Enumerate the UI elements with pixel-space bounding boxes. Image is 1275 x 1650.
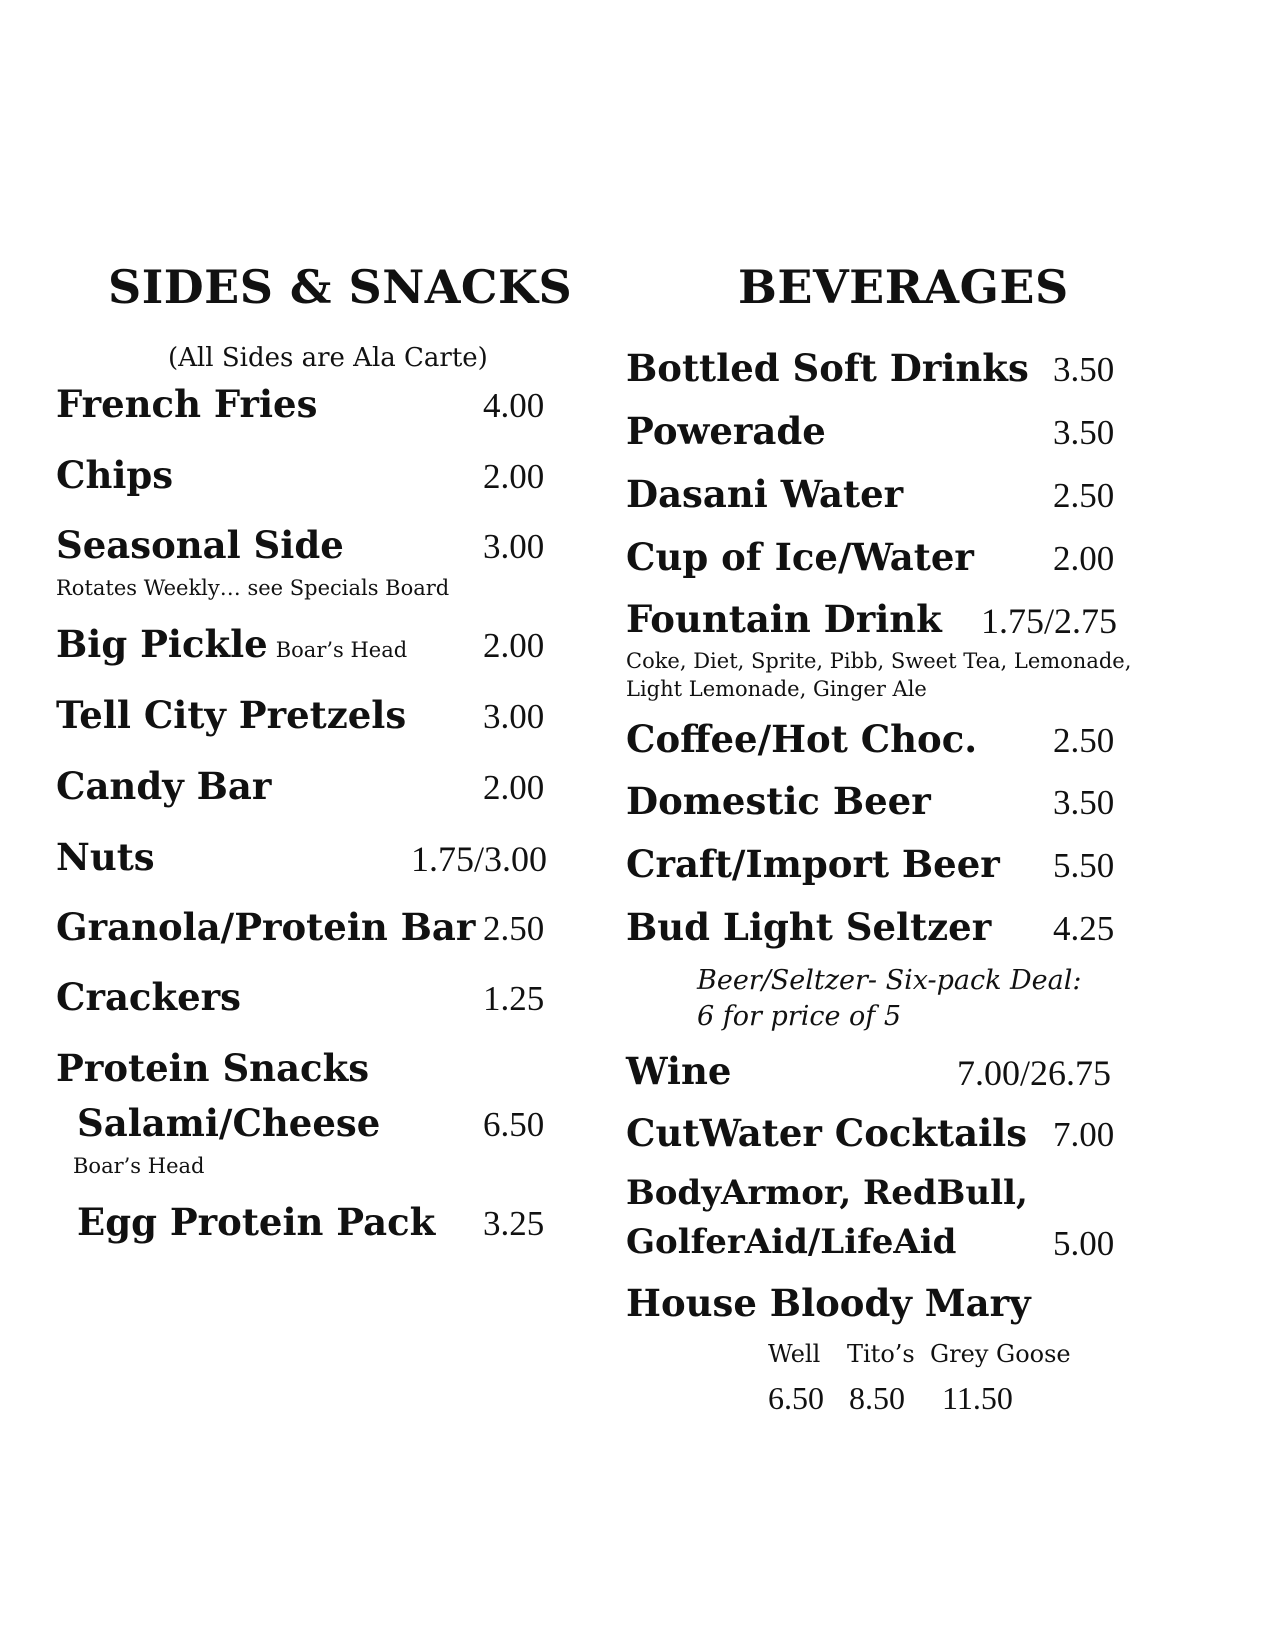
item-price-seasonal-side: 3.00 (483, 527, 545, 566)
item-price-candy-bar: 2.00 (483, 768, 545, 807)
item-name-chips: Chips (56, 453, 174, 497)
item-name-french-fries: French Fries (56, 382, 318, 426)
bloody-mary-price-grey-goose: 11.50 (942, 1380, 1013, 1416)
bev-name-energy-drinks-line-1: BodyArmor, RedBull, (626, 1173, 1028, 1213)
bev-price-bottled-soft-drinks: 3.50 (1053, 350, 1115, 389)
bev-name-energy-drinks-line-2: GolferAid/LifeAid (626, 1222, 957, 1262)
item-price-chips: 2.00 (483, 457, 545, 496)
bev-name-cutwater-cocktails: CutWater Cocktails (626, 1111, 1028, 1155)
item-note-seasonal-side: Rotates Weekly… see Specials Board (56, 576, 450, 600)
bev-price-craft-import-beer: 5.50 (1053, 846, 1115, 885)
bev-price-wine: 7.00/26.75 (957, 1053, 1112, 1093)
item-price-salami-cheese: 6.50 (483, 1105, 545, 1144)
bloody-mary-label-well: Well (768, 1340, 821, 1368)
protein-snacks-title: Protein Snacks (56, 1046, 370, 1090)
item-name-seasonal-side: Seasonal Side (56, 523, 344, 567)
item-name-egg-protein-pack: Egg Protein Pack (77, 1200, 436, 1244)
item-name-granola-protein-bar: Granola/Protein Bar (56, 905, 476, 949)
bloody-mary-title: House Bloody Mary (626, 1281, 1031, 1325)
bev-name-domestic-beer: Domestic Beer (626, 779, 931, 823)
item-price-french-fries: 4.00 (483, 386, 545, 425)
bev-price-fountain-drink: 1.75/2.75 (981, 601, 1118, 641)
item-price-granola-protein-bar: 2.50 (483, 909, 545, 948)
item-name-salami-cheese: Salami/Cheese (77, 1101, 381, 1145)
six-pack-deal-line-2: 6 for price of 5 (697, 1001, 902, 1032)
bev-price-cup-of-ice-water: 2.00 (1053, 539, 1115, 578)
item-name-tell-city-pretzels: Tell City Pretzels (56, 693, 407, 737)
item-price-tell-city-pretzels: 3.00 (483, 697, 545, 736)
bev-note-fountain-drink-2: Light Lemonade, Ginger Ale (626, 677, 927, 701)
bev-name-coffee-hot-choc: Coffee/Hot Choc. (626, 717, 978, 761)
bev-price-dasani-water: 2.50 (1053, 476, 1115, 515)
bloody-mary-label-titos: Tito’s (847, 1340, 915, 1368)
item-note-salami-cheese: Boar’s Head (73, 1154, 205, 1178)
bloody-mary-price-well: 6.50 (768, 1380, 824, 1416)
sides-subheading: (All Sides are Ala Carte) (168, 343, 488, 373)
bev-name-dasani-water: Dasani Water (626, 472, 904, 516)
big-pickle-label: Big Pickle (56, 622, 268, 666)
bev-price-bud-light-seltzer: 4.25 (1053, 909, 1115, 948)
bloody-mary-label-grey-goose: Grey Goose (930, 1340, 1071, 1368)
bloody-mary-price-titos: 8.50 (849, 1380, 905, 1416)
bev-price-powerade: 3.50 (1053, 413, 1115, 452)
bev-name-craft-import-beer: Craft/Import Beer (626, 842, 1000, 886)
six-pack-deal-line-1: Beer/Seltzer- Six-pack Deal: (697, 965, 1082, 996)
item-name-big-pickle (56, 622, 407, 666)
beverages-heading: BEVERAGES (738, 260, 1069, 314)
item-price-crackers: 1.25 (483, 979, 545, 1018)
item-price-big-pickle: 2.00 (483, 626, 545, 665)
item-name-nuts: Nuts (56, 835, 155, 879)
bev-price-coffee-hot-choc: 2.50 (1053, 721, 1115, 760)
bev-name-cup-of-ice-water: Cup of Ice/Water (626, 535, 974, 579)
bev-price-cutwater-cocktails: 7.00 (1053, 1115, 1115, 1154)
bev-note-fountain-drink-1: Coke, Diet, Sprite, Pibb, Sweet Tea, Lemonade, (626, 649, 1132, 673)
bev-name-wine: Wine (626, 1049, 732, 1093)
bev-name-bud-light-seltzer: Bud Light Seltzer (626, 905, 992, 949)
bev-name-powerade: Powerade (626, 409, 826, 453)
item-price-nuts: 1.75/3.00 (411, 839, 548, 879)
big-pickle-brand: Boar’s Head (275, 638, 408, 662)
bev-name-bottled-soft-drinks: Bottled Soft Drinks (626, 346, 1029, 390)
bev-price-energy-drinks: 5.00 (1053, 1224, 1115, 1263)
bev-price-domestic-beer: 3.50 (1053, 783, 1115, 822)
item-price-egg-protein-pack: 3.25 (483, 1204, 545, 1243)
item-name-crackers: Crackers (56, 975, 241, 1019)
bev-name-fountain-drink: Fountain Drink (626, 597, 942, 641)
sides-heading: SIDES & SNACKS (108, 260, 573, 314)
item-name-candy-bar: Candy Bar (56, 764, 272, 808)
